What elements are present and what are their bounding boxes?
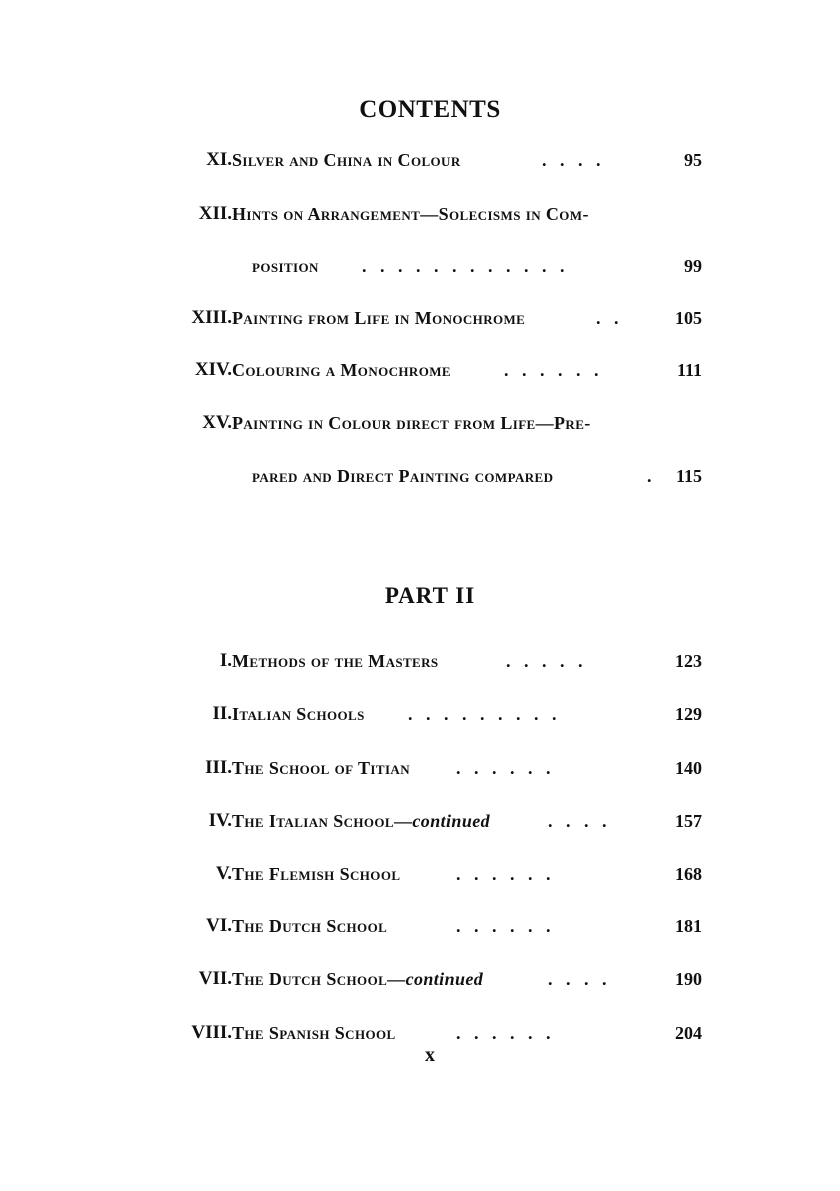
toc-entry <box>0 911 840 941</box>
chapter-title-text: The Italian School— <box>232 811 413 831</box>
toc-entry <box>0 145 840 175</box>
toc-entry <box>0 699 840 729</box>
chapter-title: The Spanish School <box>232 1023 396 1043</box>
toc-entry-continuation <box>0 251 840 281</box>
part-heading: PART II <box>384 583 476 608</box>
chapter-title <box>232 806 490 836</box>
page-number: 99 <box>684 256 702 276</box>
leader-dots: . . <box>596 308 619 328</box>
page-number: 129 <box>675 704 702 724</box>
chapter-title: Italian Schools <box>232 704 365 724</box>
chapter-number: I. <box>219 650 232 671</box>
toc-entry <box>0 859 840 889</box>
page-number: 123 <box>675 651 702 671</box>
chapter-title-italic: continued <box>412 811 491 831</box>
page-number: 157 <box>675 811 702 831</box>
leader-dots: . . . . . . . . . <box>408 704 557 724</box>
chapter-number: V. <box>215 863 232 884</box>
page-number: 190 <box>675 969 702 989</box>
chapter-title: Painting from Life in Monochrome <box>232 308 526 328</box>
leader-dots: . <box>647 466 652 486</box>
chapter-title: Methods of the Masters <box>232 651 439 671</box>
chapter-title: Hints on Arrangement—Solecisms in Com- <box>232 204 589 224</box>
chapter-title: The Dutch School <box>232 916 388 936</box>
page-number: 204 <box>675 1023 702 1043</box>
leader-dots: . . . . . . <box>456 1023 551 1043</box>
page-number: 115 <box>675 466 702 486</box>
chapter-number: XII. <box>198 203 232 224</box>
page-number: 95 <box>684 150 702 170</box>
toc-entry <box>0 303 840 333</box>
leader-dots: . . . . <box>548 811 607 831</box>
leader-dots: . . . . . . <box>456 864 551 884</box>
leader-dots: . . . . . . . . . . . . <box>362 256 565 276</box>
chapter-number: VII. <box>198 968 232 989</box>
chapter-title: The Flemish School <box>232 864 401 884</box>
page-number: 105 <box>675 308 702 328</box>
chapter-title-continuation: pared and Direct Painting compared <box>252 466 554 486</box>
page-number: 111 <box>676 360 702 380</box>
chapter-title: The School of Titian <box>232 758 410 778</box>
toc-entry-continuation <box>0 461 840 491</box>
page-number: 181 <box>675 916 702 936</box>
chapter-title: Painting in Colour direct from Life—Pre- <box>232 413 591 433</box>
chapter-number: IV. <box>208 810 232 831</box>
chapter-number: XIII. <box>191 307 232 328</box>
contents-heading: CONTENTS <box>359 96 501 123</box>
leader-dots: . . . . . . <box>504 360 599 380</box>
toc-entry <box>0 753 840 783</box>
leader-dots: . . . . . . <box>456 758 551 778</box>
leader-dots: . . . . <box>548 969 607 989</box>
chapter-title: Colouring a Monochrome <box>232 360 451 380</box>
toc-entry <box>0 199 840 229</box>
toc-entry <box>0 806 840 836</box>
toc-entry <box>0 646 840 676</box>
page-number: 168 <box>675 864 702 884</box>
chapter-number: XI. <box>206 149 232 170</box>
leader-dots: . . . . <box>542 150 601 170</box>
chapter-number: XV. <box>202 412 232 433</box>
chapter-title: Silver and China in Colour <box>232 150 461 170</box>
leader-dots: . . . . . . <box>456 916 551 936</box>
chapter-title-italic: continued <box>405 969 484 989</box>
chapter-number: III. <box>205 757 232 778</box>
page-folio: x <box>425 1044 435 1066</box>
chapter-number: VI. <box>206 915 232 936</box>
toc-entry <box>0 964 840 994</box>
chapter-number: II. <box>212 703 232 724</box>
chapter-title-continuation: position <box>252 256 319 276</box>
page-number: 140 <box>675 758 702 778</box>
leader-dots: . . . . . <box>506 651 583 671</box>
chapter-title <box>232 964 483 994</box>
chapter-title-text: The Dutch School— <box>232 969 406 989</box>
chapter-number: XIV. <box>194 359 232 380</box>
chapter-number: VIII. <box>191 1022 232 1043</box>
toc-entry <box>0 355 840 385</box>
toc-entry <box>0 408 840 438</box>
